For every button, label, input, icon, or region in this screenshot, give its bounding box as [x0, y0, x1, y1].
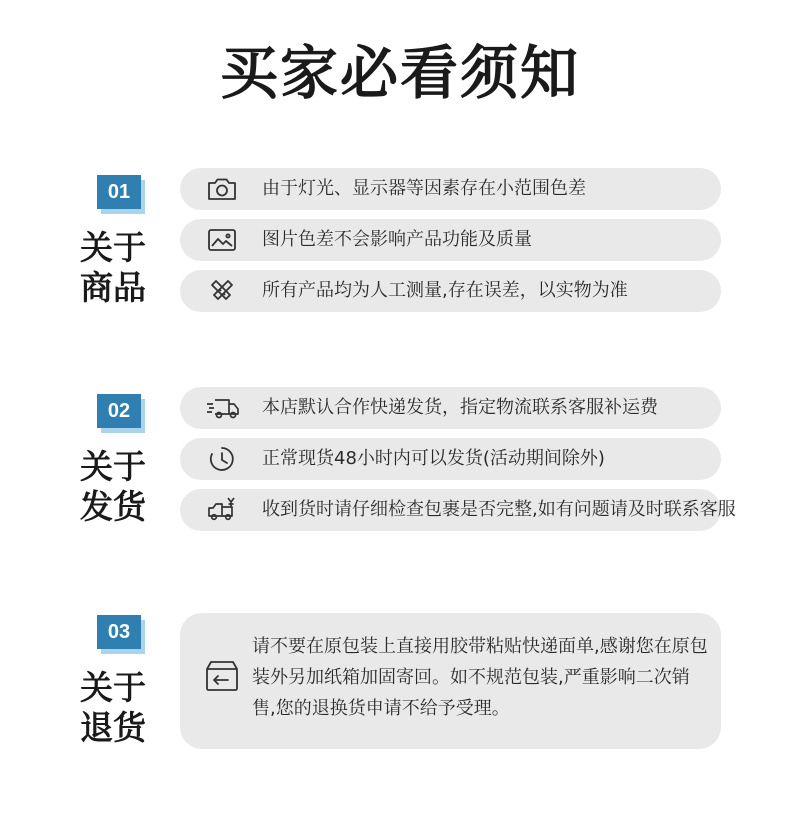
payment-truck-icon — [206, 496, 238, 524]
section-label-line2: 退货 — [80, 708, 146, 747]
returns-card — [180, 613, 721, 749]
clock-icon — [206, 445, 238, 473]
info-item — [180, 270, 721, 312]
section-number-badge: 01 — [97, 175, 141, 209]
camera-icon — [206, 175, 238, 203]
info-item — [180, 438, 721, 480]
section-label-line1: 关于 — [80, 668, 146, 707]
info-item — [180, 489, 736, 531]
section-label-line2: 发货 — [80, 487, 146, 526]
delivery-truck-icon — [206, 394, 238, 422]
info-text: 图片色差不会影响产品功能及质量 — [262, 229, 532, 250]
info-item — [180, 387, 721, 429]
section-label — [80, 228, 160, 308]
ruler-icon — [206, 277, 238, 305]
section-number-badge: 03 — [97, 615, 141, 649]
info-item — [180, 168, 721, 210]
info-text: 所有产品均为人工测量,存在误差，以实物为准 — [262, 280, 628, 301]
section-label-line1: 关于 — [80, 447, 146, 486]
info-text: 本店默认合作快递发货，指定物流联系客服补运费 — [262, 397, 658, 418]
info-text: 正常现货48小时内可以发货(活动期间除外) — [262, 448, 605, 469]
section-label-line1: 关于 — [80, 228, 146, 267]
image-icon — [206, 226, 238, 254]
section-number-badge: 02 — [97, 394, 141, 428]
returns-text: 请不要在原包装上直接用胶带粘贴快递面单,感谢您在原包装外另加纸箱加固寄回。如不规范包装,严重影响二次销售,您的退换货申请不给予受理。 — [252, 636, 708, 719]
info-text: 由于灯光、显示器等因素存在小范围色差 — [262, 178, 586, 199]
info-item — [180, 219, 721, 261]
info-text: 收到货时请仔细检查包裹是否完整,如有问题请及时联系客服 — [262, 499, 736, 520]
page-title: 买家必看须知 — [219, 39, 580, 107]
section-label — [80, 447, 160, 527]
section-label-line2: 商品 — [80, 268, 146, 307]
return-box-icon — [204, 659, 240, 693]
section-label — [80, 668, 160, 748]
